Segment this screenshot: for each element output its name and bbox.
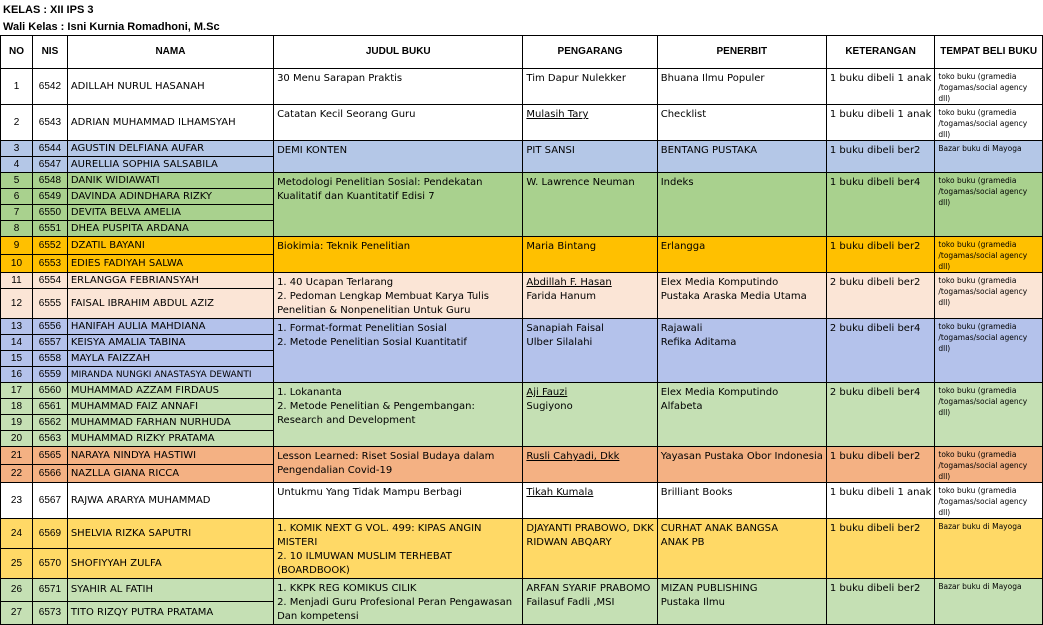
judul-line: 1. KOMIK NEXT G VOL. 499: KIPAS ANGIN MISTERI (277, 523, 482, 548)
student-name: DZATIL BAYANI (67, 237, 273, 255)
judul-line: 2. Metode Penelitian & Pengembangan: Research and Development (277, 401, 475, 426)
book-title-cell (274, 237, 523, 273)
table-row (1, 273, 1043, 289)
row-number: 13 (1, 319, 33, 335)
row-number: 18 (1, 399, 33, 415)
book-title-cell (274, 319, 523, 383)
note-cell: 1 buku dibeli ber2 (826, 141, 935, 173)
pengarang-line: Tikah Kumala (526, 487, 594, 498)
purchase-place-cell: Bazar buku di Mayoga (935, 141, 1043, 173)
student-name: MUHAMMAD FARHAN NURHUDA (67, 415, 273, 431)
note-cell: 1 buku dibeli ber2 (826, 447, 935, 483)
student-name: SYAHIR AL FATIH (67, 579, 273, 602)
author-cell (523, 273, 657, 319)
pengarang-line: W. Lawrence Neuman (526, 177, 635, 188)
col-header-keterangan: KETERANGAN (826, 36, 935, 69)
author-cell (523, 105, 657, 141)
pengarang-line: RIDWAN ABQARY (526, 537, 612, 548)
publisher-cell (657, 579, 826, 625)
student-nis: 6569 (32, 519, 67, 549)
book-title-cell (274, 173, 523, 237)
student-name: DEVITA BELVA AMELIA (67, 205, 273, 221)
row-number: 15 (1, 351, 33, 367)
pengarang-line: Ulber Silalahi (526, 337, 593, 348)
author-cell (523, 319, 657, 383)
row-number: 21 (1, 447, 33, 465)
student-nis: 6566 (32, 465, 67, 483)
table-row (1, 69, 1043, 105)
student-nis: 6544 (32, 141, 67, 157)
judul-line: DEMI KONTEN (277, 145, 348, 156)
student-name: HANIFAH AULIA MAHDIANA (67, 319, 273, 335)
publisher-cell (657, 483, 826, 519)
note-cell: 1 buku dibeli ber4 (826, 173, 935, 237)
student-name: ADILLAH NURUL HASANAH (67, 69, 273, 105)
penerbit-line: Rajawali (660, 323, 703, 334)
student-name: SHOFIYYAH ZULFA (67, 549, 273, 579)
student-name: AURELLIA SOPHIA SALSABILA (67, 157, 273, 173)
author-cell (523, 237, 657, 273)
student-nis: 6558 (32, 351, 67, 367)
table-row (1, 579, 1043, 602)
row-number: 24 (1, 519, 33, 549)
student-nis: 6560 (32, 383, 67, 399)
book-title-cell (274, 141, 523, 173)
purchase-place-cell: Bazar buku di Mayoga (935, 579, 1043, 625)
judul-line: 1. KKPK REG KOMIKUS CILIK (277, 583, 417, 594)
student-name: MUHAMMAD RIZKY PRATAMA (67, 431, 273, 447)
penerbit-line: ANAK PB (660, 537, 705, 548)
purchase-place-cell: toko buku (gramedia /togamas/social agency dll) (935, 483, 1043, 519)
col-header-no: NO (1, 36, 33, 69)
student-name: DAVINDA ADINDHARA RIZKY (67, 189, 273, 205)
publisher-cell (657, 141, 826, 173)
student-nis: 6553 (32, 255, 67, 273)
student-name: NAZLLA GIANA RICCA (67, 465, 273, 483)
row-number: 1 (1, 69, 33, 105)
student-nis: 6567 (32, 483, 67, 519)
table-row (1, 105, 1043, 141)
author-cell (523, 519, 657, 579)
author-cell (523, 141, 657, 173)
judul-line: 1. 40 Ucapan Terlarang (277, 277, 394, 288)
student-nis: 6555 (32, 289, 67, 319)
penerbit-line: MIZAN PUBLISHING (660, 583, 758, 594)
purchase-place-cell: toko buku (gramedia /togamas/social agency dll) (935, 383, 1043, 447)
student-nis: 6554 (32, 273, 67, 289)
publisher-cell (657, 173, 826, 237)
author-cell (523, 173, 657, 237)
book-title-cell (274, 447, 523, 483)
student-nis: 6557 (32, 335, 67, 351)
publisher-cell (657, 105, 826, 141)
penerbit-line: Bhuana Ilmu Populer (660, 73, 765, 84)
table-row (1, 141, 1043, 157)
class-label: KELAS : XII IPS 3 (0, 2, 1043, 18)
row-number: 11 (1, 273, 33, 289)
student-name: AGUSTIN DELFIANA AUFAR (67, 141, 273, 157)
student-nis: 6552 (32, 237, 67, 255)
pengarang-line: Sugiyono (526, 401, 573, 412)
student-nis: 6561 (32, 399, 67, 415)
author-cell (523, 483, 657, 519)
row-number: 7 (1, 205, 33, 221)
note-cell: 1 buku dibeli ber2 (826, 237, 935, 273)
penerbit-line: Refika Aditama (660, 337, 737, 348)
pengarang-line: Tim Dapur Nulekker (526, 73, 626, 84)
book-title-cell (274, 69, 523, 105)
table-row (1, 319, 1043, 335)
penerbit-line: Indeks (660, 177, 694, 188)
purchase-place-cell: toko buku (gramedia /togamas/social agency dll) (935, 237, 1043, 273)
student-name: TITO RIZQY PUTRA PRATAMA (67, 602, 273, 625)
student-name: FAISAL IBRAHIM ABDUL AZIZ (67, 289, 273, 319)
judul-line: Lesson Learned: Riset Sosial Budaya dalam Pengendalian Covid-19 (277, 451, 495, 476)
student-nis: 6571 (32, 579, 67, 602)
book-title-cell (274, 383, 523, 447)
note-cell: 1 buku dibeli 1 anak (826, 105, 935, 141)
judul-line: Biokimia: Teknik Penelitian (277, 241, 411, 252)
author-cell (523, 383, 657, 447)
row-number: 20 (1, 431, 33, 447)
penerbit-line: BENTANG PUSTAKA (660, 145, 758, 156)
pengarang-line: Abdillah F. Hasan (526, 277, 612, 288)
note-cell: 1 buku dibeli ber2 (826, 579, 935, 625)
row-number: 23 (1, 483, 33, 519)
col-header-nis: NIS (32, 36, 67, 69)
judul-line: 2. 10 ILMUWAN MUSLIM TERHEBAT (BOARDBOOK) (277, 551, 452, 576)
student-nis: 6559 (32, 367, 67, 383)
student-name: SHELVIA RIZKA SAPUTRI (67, 519, 273, 549)
table-row (1, 483, 1043, 519)
table-row (1, 447, 1043, 465)
pengarang-line: DJAYANTI PRABOWO, DKK (526, 523, 654, 534)
book-title-cell (274, 519, 523, 579)
row-number: 17 (1, 383, 33, 399)
purchase-place-cell: toko buku (gramedia /togamas/social agency dll) (935, 105, 1043, 141)
student-nis: 6551 (32, 221, 67, 237)
header-row (1, 36, 1043, 69)
author-cell (523, 579, 657, 625)
student-nis: 6562 (32, 415, 67, 431)
col-header-penerbit: PENERBIT (657, 36, 826, 69)
note-cell: 1 buku dibeli 1 anak (826, 69, 935, 105)
student-nis: 6543 (32, 105, 67, 141)
publisher-cell (657, 383, 826, 447)
student-nis: 6556 (32, 319, 67, 335)
pengarang-line: Failasuf Fadli ,MSI (526, 597, 615, 608)
book-title-cell (274, 579, 523, 625)
pengarang-line: Sanapiah Faisal (526, 323, 604, 334)
note-cell: 1 buku dibeli ber2 (826, 519, 935, 579)
col-header-tempat-beli-buku: TEMPAT BELI BUKU (935, 36, 1043, 69)
student-nis: 6547 (32, 157, 67, 173)
publisher-cell (657, 519, 826, 579)
note-cell: 2 buku dibeli ber2 (826, 273, 935, 319)
judul-line: Metodologi Penelitian Sosial: Pendekatan Kualitatif dan Kuantitatif Edisi 7 (277, 177, 483, 202)
row-number: 9 (1, 237, 33, 255)
publisher-cell (657, 273, 826, 319)
penerbit-line: Elex Media Komputindo (660, 387, 779, 398)
note-cell: 1 buku dibeli 1 anak (826, 483, 935, 519)
judul-line: Catatan Kecil Seorang Guru (277, 109, 416, 120)
row-number: 22 (1, 465, 33, 483)
book-title-cell (274, 105, 523, 141)
penerbit-line: Elex Media Komputindo (660, 277, 779, 288)
student-name: MAYLA FAIZZAH (67, 351, 273, 367)
book-title-cell (274, 273, 523, 319)
col-header-judul-buku: JUDUL BUKU (274, 36, 523, 69)
pengarang-line: Farida Hanum (526, 291, 596, 302)
row-number: 25 (1, 549, 33, 579)
row-number: 2 (1, 105, 33, 141)
purchase-place-cell: toko buku (gramedia /togamas/social agency dll) (935, 447, 1043, 483)
student-nis: 6549 (32, 189, 67, 205)
student-nis: 6548 (32, 173, 67, 189)
row-number: 4 (1, 157, 33, 173)
author-cell (523, 447, 657, 483)
pengarang-line: PIT SANSI (526, 145, 575, 156)
row-number: 16 (1, 367, 33, 383)
pengarang-line: Rusli Cahyadi, Dkk (526, 451, 620, 462)
student-name: MIRANDA NUNGKI ANASTASYA DEWANTI (67, 367, 273, 383)
publisher-cell (657, 69, 826, 105)
student-name: ERLANGGA FEBRIANSYAH (67, 273, 273, 289)
student-nis: 6563 (32, 431, 67, 447)
table-row (1, 237, 1043, 255)
penerbit-line: Brilliant Books (660, 487, 733, 498)
pengarang-line: Aji Fauzi (526, 387, 568, 398)
row-number: 5 (1, 173, 33, 189)
student-name: KEISYA AMALIA TABINA (67, 335, 273, 351)
judul-line: 1. Lokananta (277, 387, 342, 398)
purchase-place-cell: toko buku (gramedia /togamas/social agency dll) (935, 173, 1043, 237)
col-header-nama: NAMA (67, 36, 273, 69)
publisher-cell (657, 447, 826, 483)
table-row (1, 383, 1043, 399)
row-number: 27 (1, 602, 33, 625)
student-nis: 6573 (32, 602, 67, 625)
student-name: MUHAMMAD AZZAM FIRDAUS (67, 383, 273, 399)
row-number: 19 (1, 415, 33, 431)
penerbit-line: Alfabeta (660, 401, 703, 412)
pengarang-line: ARFAN SYARIF PRABOMO (526, 583, 651, 594)
judul-line: 1. Format-format Penelitian Sosial (277, 323, 447, 334)
col-header-pengarang: PENGARANG (523, 36, 657, 69)
note-cell: 2 buku dibeli ber4 (826, 319, 935, 383)
purchase-place-cell: toko buku (gramedia /togamas/social agency dll) (935, 319, 1043, 383)
purchase-place-cell: toko buku (gramedia /togamas/social agency dll) (935, 69, 1043, 105)
penerbit-line: CURHAT ANAK BANGSA (660, 523, 779, 534)
row-number: 10 (1, 255, 33, 273)
student-name: RAJWA ARARYA MUHAMMAD (67, 483, 273, 519)
pengarang-line: Maria Bintang (526, 241, 597, 252)
judul-line: 2. Pedoman Lengkap Membuat Karya Tulis Penelitian & Nonpenelitian Untuk Guru (277, 291, 489, 316)
student-name: DHEA PUSPITA ARDANA (67, 221, 273, 237)
student-name: DANIK WIDIAWATI (67, 173, 273, 189)
student-name: EDIES FADIYAH SALWA (67, 255, 273, 273)
note-cell: 2 buku dibeli ber4 (826, 383, 935, 447)
student-nis: 6550 (32, 205, 67, 221)
penerbit-line: Yayasan Pustaka Obor Indonesia (660, 451, 823, 462)
penerbit-line: Pustaka Araska Media Utama (660, 291, 807, 302)
student-name: MUHAMMAD FAIZ ANNAFI (67, 399, 273, 415)
judul-line: 2. Menjadi Guru Profesional Peran Pengawasan Dan kompetensi (277, 597, 513, 622)
student-nis: 6565 (32, 447, 67, 465)
purchase-place-cell: toko buku (gramedia /togamas/social agency dll) (935, 273, 1043, 319)
judul-line: 30 Menu Sarapan Praktis (277, 73, 403, 84)
book-list-table (0, 35, 1043, 625)
penerbit-line: Erlangga (660, 241, 706, 252)
row-number: 12 (1, 289, 33, 319)
student-name: ADRIAN MUHAMMAD ILHAMSYAH (67, 105, 273, 141)
student-nis: 6542 (32, 69, 67, 105)
row-number: 8 (1, 221, 33, 237)
pengarang-line: Mulasih Tary (526, 109, 589, 120)
author-cell (523, 69, 657, 105)
purchase-place-cell: Bazar buku di Mayoga (935, 519, 1043, 579)
table-row (1, 173, 1043, 189)
row-number: 6 (1, 189, 33, 205)
publisher-cell (657, 237, 826, 273)
penerbit-line: Pustaka Ilmu (660, 597, 725, 608)
penerbit-line: Checklist (660, 109, 707, 120)
homeroom-teacher-label: Wali Kelas : Isni Kurnia Romadhoni, M.Sc (0, 19, 1043, 35)
student-name: NARAYA NINDYA HASTIWI (67, 447, 273, 465)
row-number: 26 (1, 579, 33, 602)
table-row (1, 519, 1043, 549)
book-title-cell (274, 483, 523, 519)
row-number: 3 (1, 141, 33, 157)
judul-line: Untukmu Yang Tidak Mampu Berbagi (277, 487, 462, 498)
student-nis: 6570 (32, 549, 67, 579)
row-number: 14 (1, 335, 33, 351)
publisher-cell (657, 319, 826, 383)
judul-line: 2. Metode Penelitian Sosial Kuantitatif (277, 337, 467, 348)
